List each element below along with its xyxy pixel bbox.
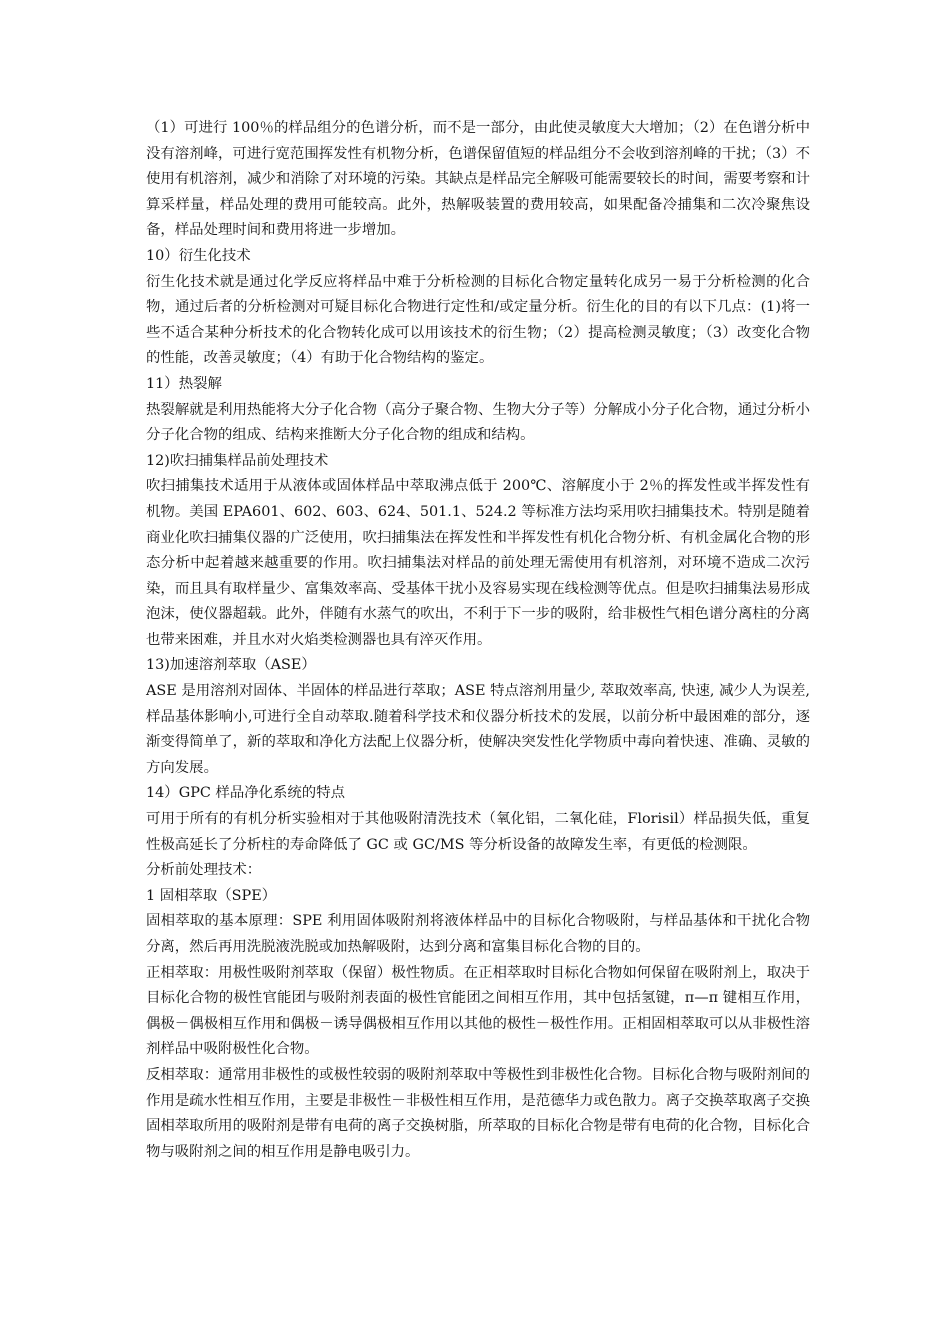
section-heading-pretreatment: 分析前处理技术： <box>146 862 262 879</box>
section-heading-pyrolysis: 11）热裂解 <box>146 375 222 392</box>
paragraph-normal-phase: 正相萃取：用极性吸附剂萃取（保留）极性物质。在正相萃取时目标化合物如何保留在吸附剂上，取决于目标化合物的极性官能团与吸附剂表面的极性官能团之间相互作用，其中包括氢键，π—π 键相互作用，偶极－偶极相互作用和偶极－诱导偶极相互作用以其他的极性－极性作用。正相固相萃取可以从非极性溶剂样品中吸附极性化合物。 <box>146 964 810 1058</box>
paragraph-gpc: 可用于所有的有机分析实验相对于其他吸附清洗技术（氧化铝，二氧化硅，Florisil）样品损失低，重复性极高延长了分析柱的寿命降低了 GC 或 GC/MS 等分析设备的故障发生率，有更低的检测限。 <box>146 811 810 853</box>
document-body <box>146 116 810 1165</box>
section-heading-spe: 1 固相萃取（SPE） <box>146 887 277 904</box>
paragraph-ase: ASE 是用溶剂对固体、半固体的样品进行萃取；ASE 特点溶剂用量少, 萃取效率高, 快速, 减少人为误差,样品基体影响小,可进行全自动萃取.随着科学技术和仪器分析技术的发展，以前分析中最困难的部分，逐渐变得简单了，新的萃取和净化方法配上仪器分析，使解决突发性化学物质中毒向着快速、准确、灵敏的方向发展。 <box>146 683 810 776</box>
paragraph-pyrolysis: 热裂解就是利用热能将大分子化合物（高分子聚合物、生物大分子等）分解成小分子化合物，通过分析小分子化合物的组成、结构来推断大分子化合物的组成和结构。 <box>146 401 810 444</box>
section-heading-purge-and-trap: 12)吹扫捕集样品前处理技术 <box>146 452 329 469</box>
section-heading-gpc: 14）GPC 样品净化系统的特点 <box>146 785 345 802</box>
paragraph-derivatization: 衍生化技术就是通过化学反应将样品中难于分析检测的目标化合物定量转化成另一易于分析检测的化合物，通过后者的分析检测对可疑目标化合物进行定性和/或定量分析。衍生化的目的有以下几点：(1)将一些不适合某种分析技术的化合物转化成可以用该技术的衍生物；（2）提高检测灵敏度；（3）改变化合物的性能，改善灵敏度；（4）有助于化合物结构的鉴定。 <box>146 273 810 367</box>
section-heading-ase: 13)加速溶剂萃取（ASE） <box>146 657 316 674</box>
paragraph-purge-and-trap: 吹扫捕集技术适用于从液体或固体样品中萃取沸点低于 200℃、溶解度小于 2％的挥发性或半挥发性有机物。美国 EPA601、602、603、624、501.1、524.2 等标准方法均采用吹扫捕集技术。特别是随着商业化吹扫捕集仪器的广泛使用，吹扫捕集法在挥发性和半挥发性有机化合物分析、有机金属化合物的形态分析中起着越来越重要的作用。吹扫捕集法对样品的前处理无需使用有机溶剂，对环境不造成二次污染，而且具有取样量少、富集效率高、受基体干扰小及容易实现在线检测等优点。但是吹扫捕集法易形成泡沫，使仪器超载。此外，伴随有水蒸气的吹出，不利于下一步的吸附，给非极性气相色谱分离柱的分离也带来困难，并且水对火焰类检测器也具有淬灭作用。 <box>146 478 810 648</box>
paragraph-reverse-phase: 反相萃取：通常用非极性的或极性较弱的吸附剂萃取中等极性到非极性化合物。目标化合物与吸附剂间的作用是疏水性相互作用，主要是非极性－非极性相互作用，是范德华力或色散力。离子交换萃取离子交换固相萃取所用的吸附剂是带有电荷的离子交换树脂，所萃取的目标化合物是带有电荷的化合物，目标化合物与吸附剂之间的相互作用是静电吸引力。 <box>146 1066 810 1160</box>
paragraph-thermal-desorption-advantages: （1）可进行 100％的样品组分的色谱分析，而不是一部分，由此使灵敏度大大增加；（2）在色谱分析中没有溶剂峰，可进行宽范围挥发性有机物分析，色谱保留值短的样品组分不会收到溶剂峰的干扰；（3）不使用有机溶剂，减少和消除了对环境的污染。其缺点是样品完全解吸可能需要较长的时间，需要考察和计算采样量，样品处理的费用可能较高。此外，热解吸装置的费用较高，如果配备冷捕集和二次冷聚焦设备，样品处理时间和费用将进一步增加。 <box>146 120 810 239</box>
paragraph-spe-principle: 固相萃取的基本原理：SPE 利用固体吸附剂将液体样品中的目标化合物吸附，与样品基体和干扰化合物分离，然后再用洗脱液洗脱或加热解吸附，达到分离和富集目标化合物的目的。 <box>146 913 810 955</box>
section-heading-derivatization: 10）衍生化技术 <box>146 247 251 264</box>
